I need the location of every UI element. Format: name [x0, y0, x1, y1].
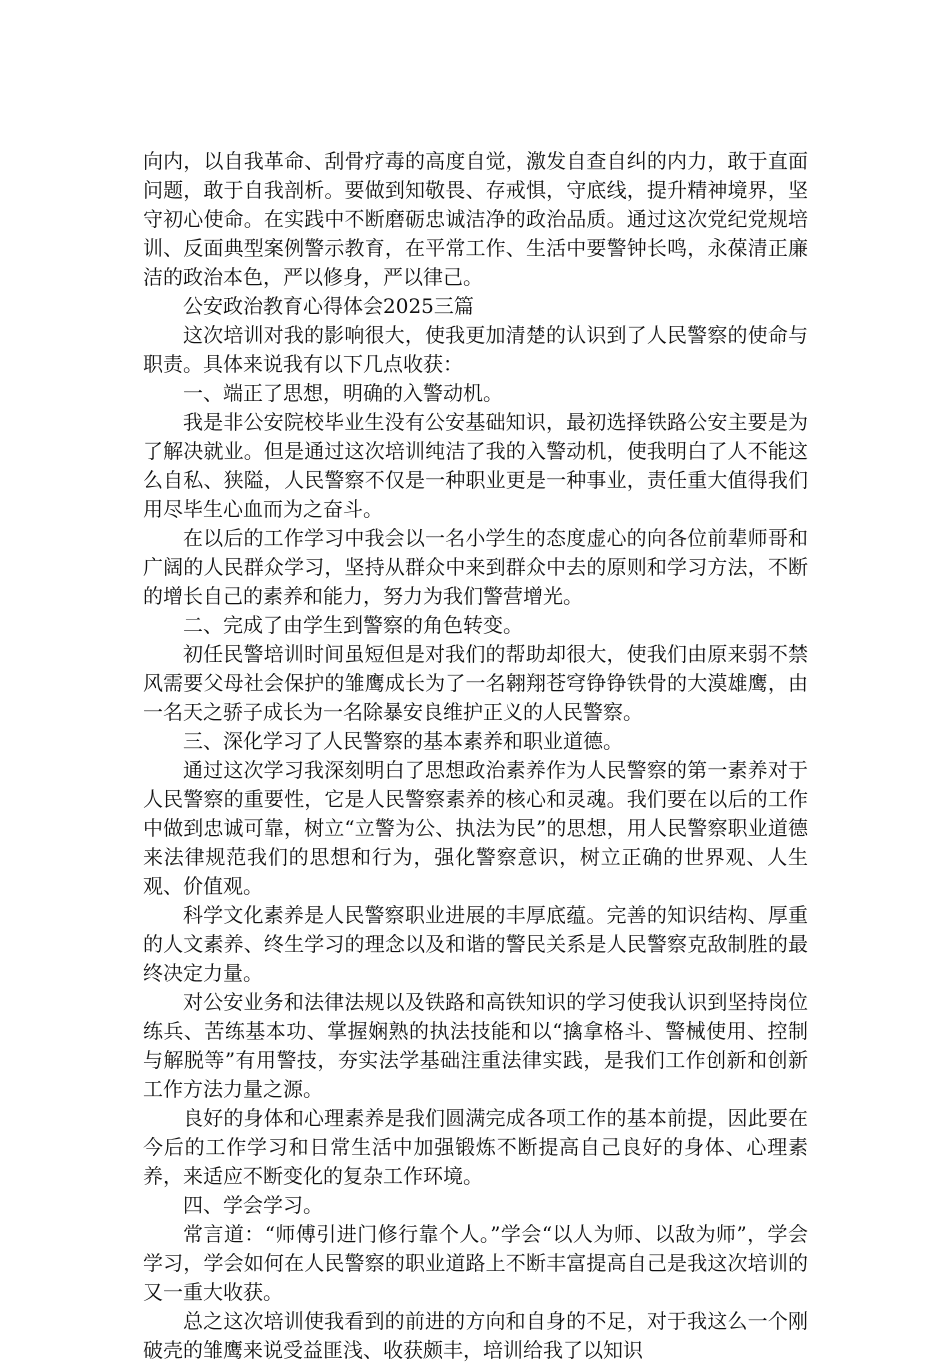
paragraph: 科学文化素养是人民警察职业进展的丰厚底蕴。完善的知识结构、厚重的人文素养、终生学习的理念以及和谐的警民关系是人民警察克敌制胜的最终决定力量。	[143, 903, 808, 985]
paragraph: 常言道：“师傅引进门修行靠个人。”学会“以人为师、以敌为师”，学会学习，学会如何在人民警察的职业道路上不断丰富提高自己是我这次培训的又一重大收获。	[143, 1222, 808, 1304]
paragraph-intro: 这次培训对我的影响很大，使我更加清楚的认识到了人民警察的使命与职责。具体来说我有以下几点收获：	[143, 323, 808, 376]
paragraph-heading-title: 公安政治教育心得体会2025三篇	[183, 294, 474, 318]
paragraph: 初任民警培训时间虽短但是对我们的帮助却很大，使我们由原来弱不禁风需要父母社会保护的雏鹰成长为了一名翱翔苍穹铮铮铁骨的大漠雄鹰，由一名天之骄子成长为一名除暴安良维护正义的人民警察。	[143, 642, 808, 724]
paragraph: 总之这次培训使我看到的前进的方向和自身的不足，对于我这么一个刚破壳的雏鹰来说受益匪浅、收获颇丰，培训给我了以知识	[143, 1309, 808, 1362]
paragraph: 我是非公安院校毕业生没有公安基础知识，最初选择铁路公安主要是为了解决就业。但是通过这次培训纯洁了我的入警动机，使我明白了人不能这么自私、狭隘，人民警察不仅是一种职业更是一种事业，责任重大值得我们用尽毕生心血而为之奋斗。	[143, 410, 808, 521]
document-body	[143, 147, 808, 1365]
paragraph-continuation: 向内，以自我革命、刮骨疗毒的高度自觉，激发自查自纠的内力，敢于直面问题，敢于自我剖析。要做到知敬畏、存戒惧，守底线，提升精神境界，坚守初心使命。在实践中不断磨砺忠诚洁净的政治品质。通过这次党纪党规培训、反面典型案例警示教育，在平常工作、生活中要警钟长鸣，永葆清正廉洁的政治本色，严以修身，严以律己。	[143, 149, 808, 289]
section-heading-2: 二、完成了由学生到警察的角色转变。	[183, 613, 523, 637]
paragraph: 良好的身体和心理素养是我们圆满完成各项工作的基本前提，因此要在今后的工作学习和日常生活中加强锻炼不断提高自己良好的身体、心理素养，来适应不断变化的复杂工作环境。	[143, 1106, 808, 1188]
section-heading-3: 三、深化学习了人民警察的基本素养和职业道德。	[183, 729, 623, 753]
paragraph: 对公安业务和法律法规以及铁路和高铁知识的学习使我认识到坚持岗位练兵、苦练基本功、掌握娴熟的执法技能和以“擒拿格斗、警械使用、控制与解脱等”有用警技，夯实法学基础注重法律实践，是我们工作创新和创新工作方法力量之源。	[143, 990, 808, 1101]
section-heading-4: 四、学会学习。	[183, 1193, 323, 1217]
section-heading-1: 一、端正了思想，明确的入警动机。	[183, 381, 503, 405]
paragraph: 通过这次学习我深刻明白了思想政治素养作为人民警察的第一素养对于人民警察的重要性，它是人民警察素养的核心和灵魂。我们要在以后的工作中做到忠诚可靠，树立“立警为公、执法为民”的思想，用人民警察职业道德来法律规范我们的思想和行为，强化警察意识，树立正确的世界观、人生观、价值观。	[143, 758, 808, 898]
paragraph: 在以后的工作学习中我会以一名小学生的态度虚心的向各位前辈师哥和广阔的人民群众学习，坚持从群众中来到群众中去的原则和学习方法，不断的增长自己的素养和能力，努力为我们警营增光。	[143, 526, 808, 608]
